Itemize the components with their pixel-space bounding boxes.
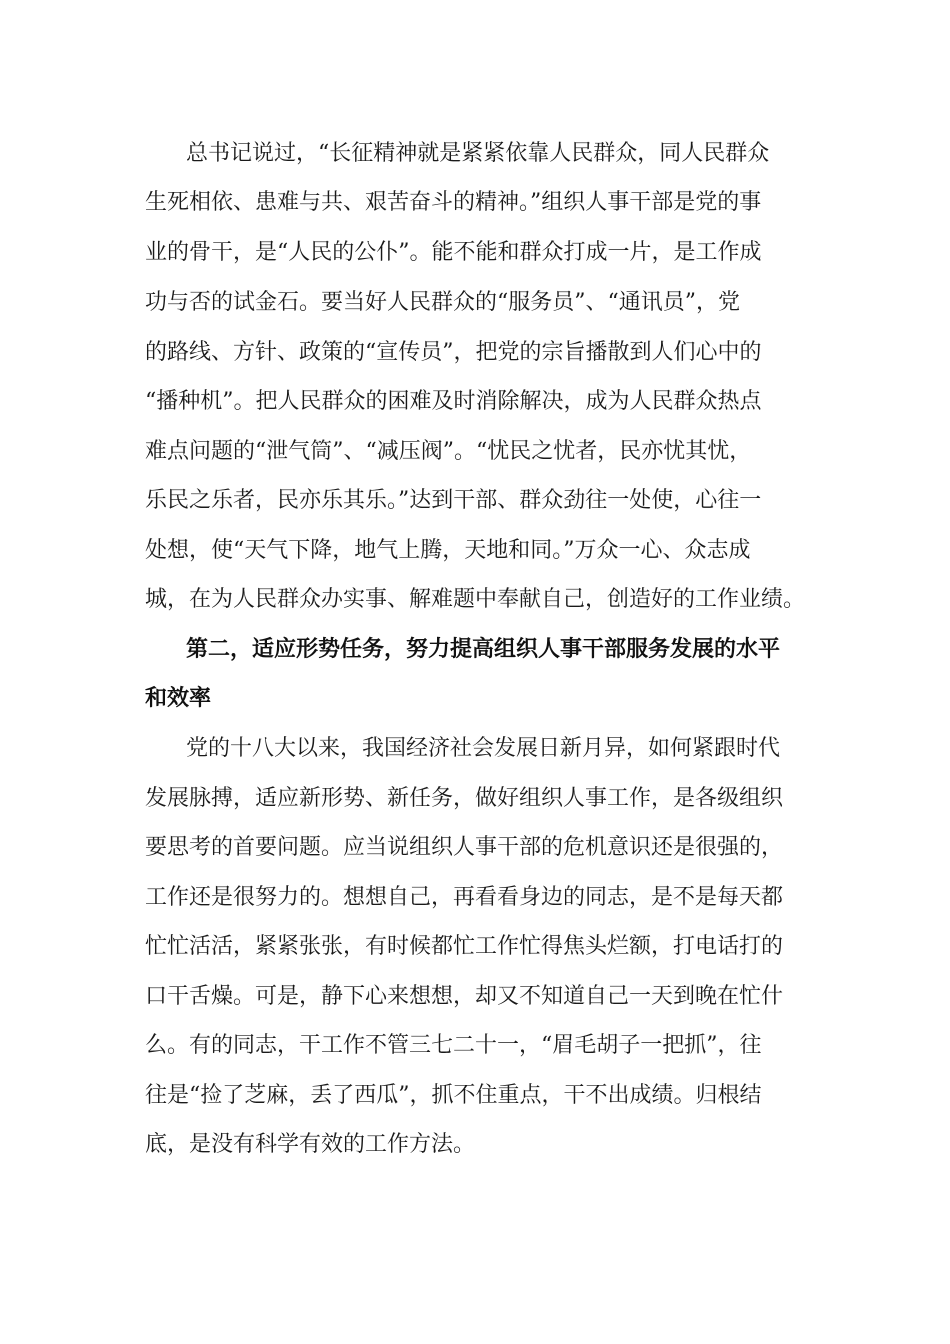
paragraph-1-line-4: 功与否的试金石。要当好人民群众的“服务员”、“通讯员”，党 [145, 290, 740, 315]
paragraph-2-line-5: 忙忙活活，紧紧张张，有时候都忙工作忙得焦头烂额，打电话打的 [145, 934, 784, 959]
paragraph-2-line-9: 底，是没有科学有效的工作方法。 [145, 1132, 476, 1157]
paragraph-1-line-9: 处想，使“天气下降，地气上腾，天地和同。”万众一心、众志成 [145, 538, 751, 563]
paragraph-2-line-6: 口干舌燥。可是，静下心来想想，却又不知道自己一天到晚在忙什 [145, 984, 784, 1009]
paragraph-1-line-1: 总书记说过，“长征精神就是紧紧依靠人民群众，同人民群众 [186, 141, 770, 166]
paragraph-1-line-8: 乐民之乐者，民亦乐其乐。”达到干部、群众劲往一处使，心往一 [145, 488, 762, 513]
paragraph-1-line-3: 业的骨干，是“人民的公仆”。能不能和群众打成一片，是工作成 [145, 240, 762, 265]
paragraph-1-line-6: “播种机”。把人民群众的困难及时消除解决，成为人民群众热点 [145, 389, 762, 414]
paragraph-1-line-5: 的路线、方针、政策的“宣传员”，把党的宗旨播散到人们心中的 [145, 340, 762, 365]
section-heading-line-1: 第二，适应形势任务，努力提高组织人事干部服务发展的水平 [186, 637, 781, 662]
paragraph-2-line-3: 要思考的首要问题。应当说组织人事干部的危机意识还是很强的， [145, 835, 784, 860]
paragraph-2-line-2: 发展脉搏，适应新形势、新任务，做好组织人事工作，是各级组织 [145, 786, 784, 811]
paragraph-1-line-2: 生死相依、患难与共、艰苦奋斗的精神。”组织人事干部是党的事 [145, 190, 762, 215]
paragraph-2-line-8: 往是“捡了芝麻，丢了西瓜”，抓不住重点，干不出成绩。归根结 [145, 1083, 762, 1108]
section-heading-line-2: 和效率 [145, 686, 212, 711]
paragraph-1-line-7: 难点问题的“泄气筒”、“减压阀”。“忧民之忧者，民亦忧其忧， [145, 439, 752, 464]
paragraph-2-line-7: 么。有的同志，干工作不管三七二十一，“眉毛胡子一把抓”，往 [145, 1033, 762, 1058]
paragraph-1-line-10: 城，在为人民群众办实事、解难题中奉献自己，创造好的工作业绩。 [145, 587, 806, 612]
paragraph-2-line-4: 工作还是很努力的。想想自己，再看看身边的同志，是不是每天都 [145, 885, 784, 910]
paragraph-2-line-1: 党的十八大以来，我国经济社会发展日新月异，如何紧跟时代 [186, 736, 781, 761]
